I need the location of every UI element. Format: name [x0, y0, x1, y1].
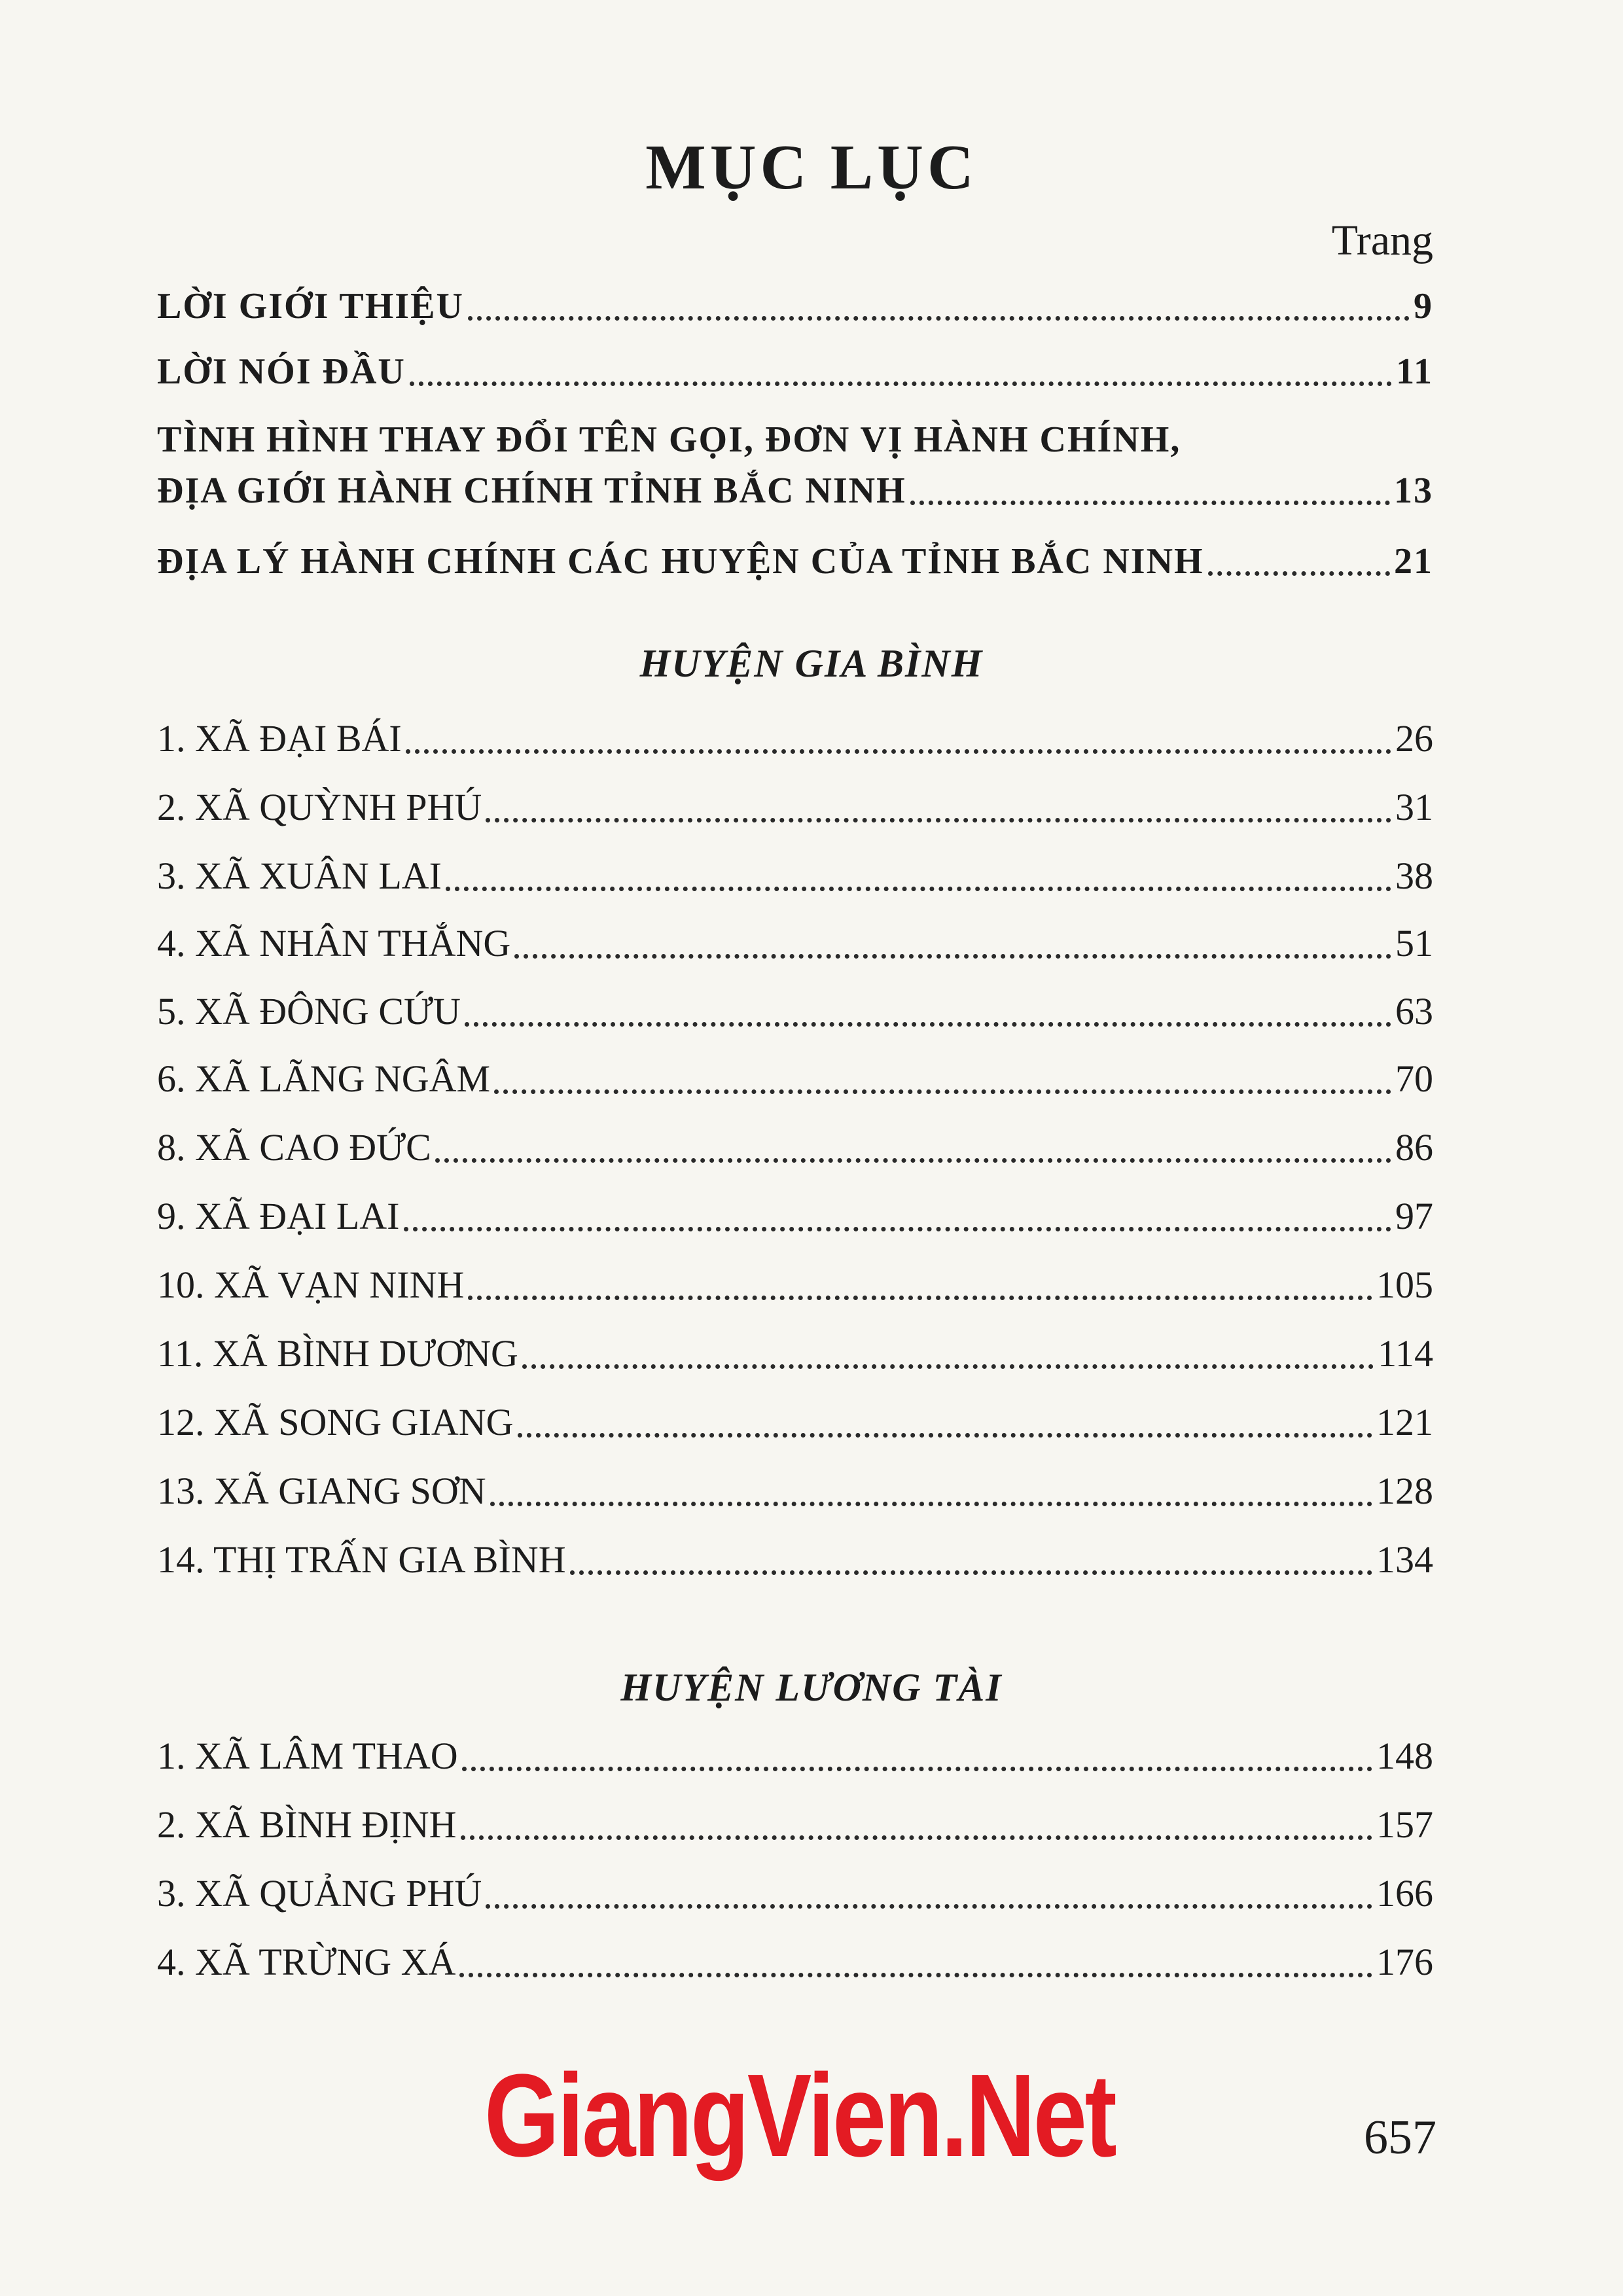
- toc-entry-label: 12. XÃ SONG GIANG: [157, 1401, 514, 1443]
- toc-entry[interactable]: [157, 1332, 1433, 1375]
- toc-entry-label: 10. XÃ VẠN NINH: [157, 1263, 465, 1306]
- toc-entry-page: 63: [1395, 990, 1433, 1033]
- toc-entry-label: LỜI NÓI ĐẦU: [157, 351, 406, 392]
- toc-entry-page: 128: [1376, 1470, 1433, 1512]
- toc-entry-loi-gioi-thieu[interactable]: [157, 288, 1433, 325]
- toc-entry-tinh-hinh[interactable]: [157, 472, 1433, 509]
- toc-entry[interactable]: [157, 857, 1433, 895]
- toc-entry[interactable]: [157, 717, 1433, 760]
- section-heading-gia-binh: HUYỆN GIA BÌNH: [639, 642, 984, 685]
- dot-leader: [514, 953, 1391, 959]
- toc-entry-page: 97: [1395, 1195, 1433, 1237]
- toc-entry[interactable]: [157, 1737, 1433, 1775]
- toc-entry-page: 105: [1376, 1263, 1433, 1306]
- toc-entry-label: 14. THỊ TRẤN GIA BÌNH: [157, 1538, 566, 1581]
- toc-entry-label: 3. XÃ QUẢNG PHÚ: [157, 1872, 482, 1915]
- toc-entry-page: 121: [1376, 1401, 1433, 1443]
- toc-entry[interactable]: [157, 1538, 1433, 1581]
- page-title: MỤC LỤC: [645, 132, 978, 203]
- page-number: 657: [1364, 2111, 1436, 2164]
- toc-entry-page: 134: [1376, 1538, 1433, 1581]
- toc-entry-label: 5. XÃ ĐÔNG CỨU: [157, 990, 461, 1033]
- dot-leader: [435, 1157, 1391, 1163]
- toc-entry-page: 51: [1395, 922, 1433, 964]
- toc-entry[interactable]: [157, 990, 1433, 1033]
- toc-entry-label: 11. XÃ BÌNH DƯƠNG: [157, 1332, 518, 1375]
- toc-entry-label: 3. XÃ XUÂN LAI: [157, 855, 442, 897]
- toc-entry-page: 114: [1378, 1332, 1433, 1375]
- toc-entry-page: 148: [1376, 1735, 1433, 1777]
- toc-entry-page: 176: [1376, 1941, 1433, 1983]
- dot-leader: [490, 1501, 1372, 1506]
- dot-leader: [446, 886, 1391, 891]
- dot-leader: [494, 1089, 1391, 1094]
- toc-entry-page: 26: [1395, 717, 1433, 760]
- toc-entry-label: 2. XÃ QUỲNH PHÚ: [157, 786, 482, 828]
- toc-entry-page: 9: [1414, 286, 1433, 327]
- toc-entry-page: 38: [1395, 855, 1433, 897]
- toc-entry-label: 13. XÃ GIANG SƠN: [157, 1470, 486, 1512]
- dot-leader: [486, 817, 1391, 822]
- toc-entry-page: 11: [1396, 351, 1433, 392]
- dot-leader: [518, 1432, 1372, 1438]
- toc-entry-label: 1. XÃ ĐẠI BÁI: [157, 717, 402, 760]
- dot-leader: [461, 1835, 1372, 1840]
- toc-entry[interactable]: [157, 922, 1433, 964]
- dot-leader: [462, 1766, 1372, 1771]
- toc-entry-page: 166: [1376, 1872, 1433, 1915]
- toc-entry[interactable]: [157, 1943, 1433, 1981]
- dot-leader: [468, 1295, 1372, 1300]
- toc-entry-label: ĐỊA LÝ HÀNH CHÍNH CÁC HUYỆN CỦA TỈNH BẮC NINH: [157, 541, 1204, 582]
- toc-entry-page: 70: [1395, 1057, 1433, 1100]
- toc-entry-label: 4. XÃ TRỪNG XÁ: [157, 1941, 456, 1983]
- dot-leader: [410, 381, 1392, 386]
- toc-entry-page: 157: [1376, 1803, 1433, 1846]
- dot-leader: [486, 1903, 1372, 1909]
- toc-entry[interactable]: [157, 1803, 1433, 1846]
- toc-entry[interactable]: [157, 1472, 1433, 1510]
- toc-entry-label: 2. XÃ BÌNH ĐỊNH: [157, 1803, 457, 1846]
- toc-entry-label: 4. XÃ NHÂN THẮNG: [157, 922, 511, 964]
- toc-entry-page: 13: [1394, 470, 1433, 511]
- dot-leader: [1208, 571, 1390, 576]
- toc-entry-label: 8. XÃ CAO ĐỨC: [157, 1126, 431, 1169]
- toc-entry-label: ĐỊA GIỚI HÀNH CHÍNH TỈNH BẮC NINH: [157, 470, 906, 511]
- dot-leader: [459, 1972, 1372, 1977]
- toc-entry[interactable]: [157, 788, 1433, 826]
- toc-entry[interactable]: [157, 1126, 1433, 1169]
- dot-leader: [406, 749, 1391, 754]
- toc-entry-page: 31: [1395, 786, 1433, 828]
- toc-entry[interactable]: [157, 1401, 1433, 1443]
- toc-entry-label: 9. XÃ ĐẠI LAI: [157, 1195, 400, 1237]
- dot-leader: [570, 1570, 1372, 1575]
- toc-entry-label: 6. XÃ LÃNG NGÂM: [157, 1057, 491, 1100]
- toc-entry-dia-ly[interactable]: [157, 543, 1433, 580]
- watermark-logo: GiangVien.Net: [484, 2050, 1115, 2181]
- dot-leader: [404, 1226, 1392, 1231]
- toc-entry[interactable]: [157, 1872, 1433, 1915]
- toc-entry-page: 21: [1394, 541, 1433, 582]
- page-column-label: Trang: [1331, 217, 1433, 264]
- section-heading-luong-tai: HUYỆN LƯƠNG TÀI: [620, 1666, 1003, 1709]
- toc-entry[interactable]: [157, 1197, 1433, 1235]
- toc-entry-label: LỜI GIỚI THIỆU: [157, 286, 464, 327]
- dot-leader: [522, 1364, 1374, 1369]
- toc-entry-label: 1. XÃ LÂM THAO: [157, 1735, 458, 1777]
- dot-leader: [910, 500, 1390, 505]
- toc-entry-line1: TÌNH HÌNH THAY ĐỔI TÊN GỌI, ĐƠN VỊ HÀNH CHÍNH,: [157, 419, 1181, 460]
- toc-entry[interactable]: [157, 1263, 1433, 1306]
- toc-entry-loi-noi-dau[interactable]: [157, 353, 1433, 390]
- toc-entry[interactable]: [157, 1057, 1433, 1100]
- dot-leader: [468, 315, 1410, 321]
- toc-entry-page: 86: [1395, 1126, 1433, 1169]
- dot-leader: [465, 1021, 1391, 1027]
